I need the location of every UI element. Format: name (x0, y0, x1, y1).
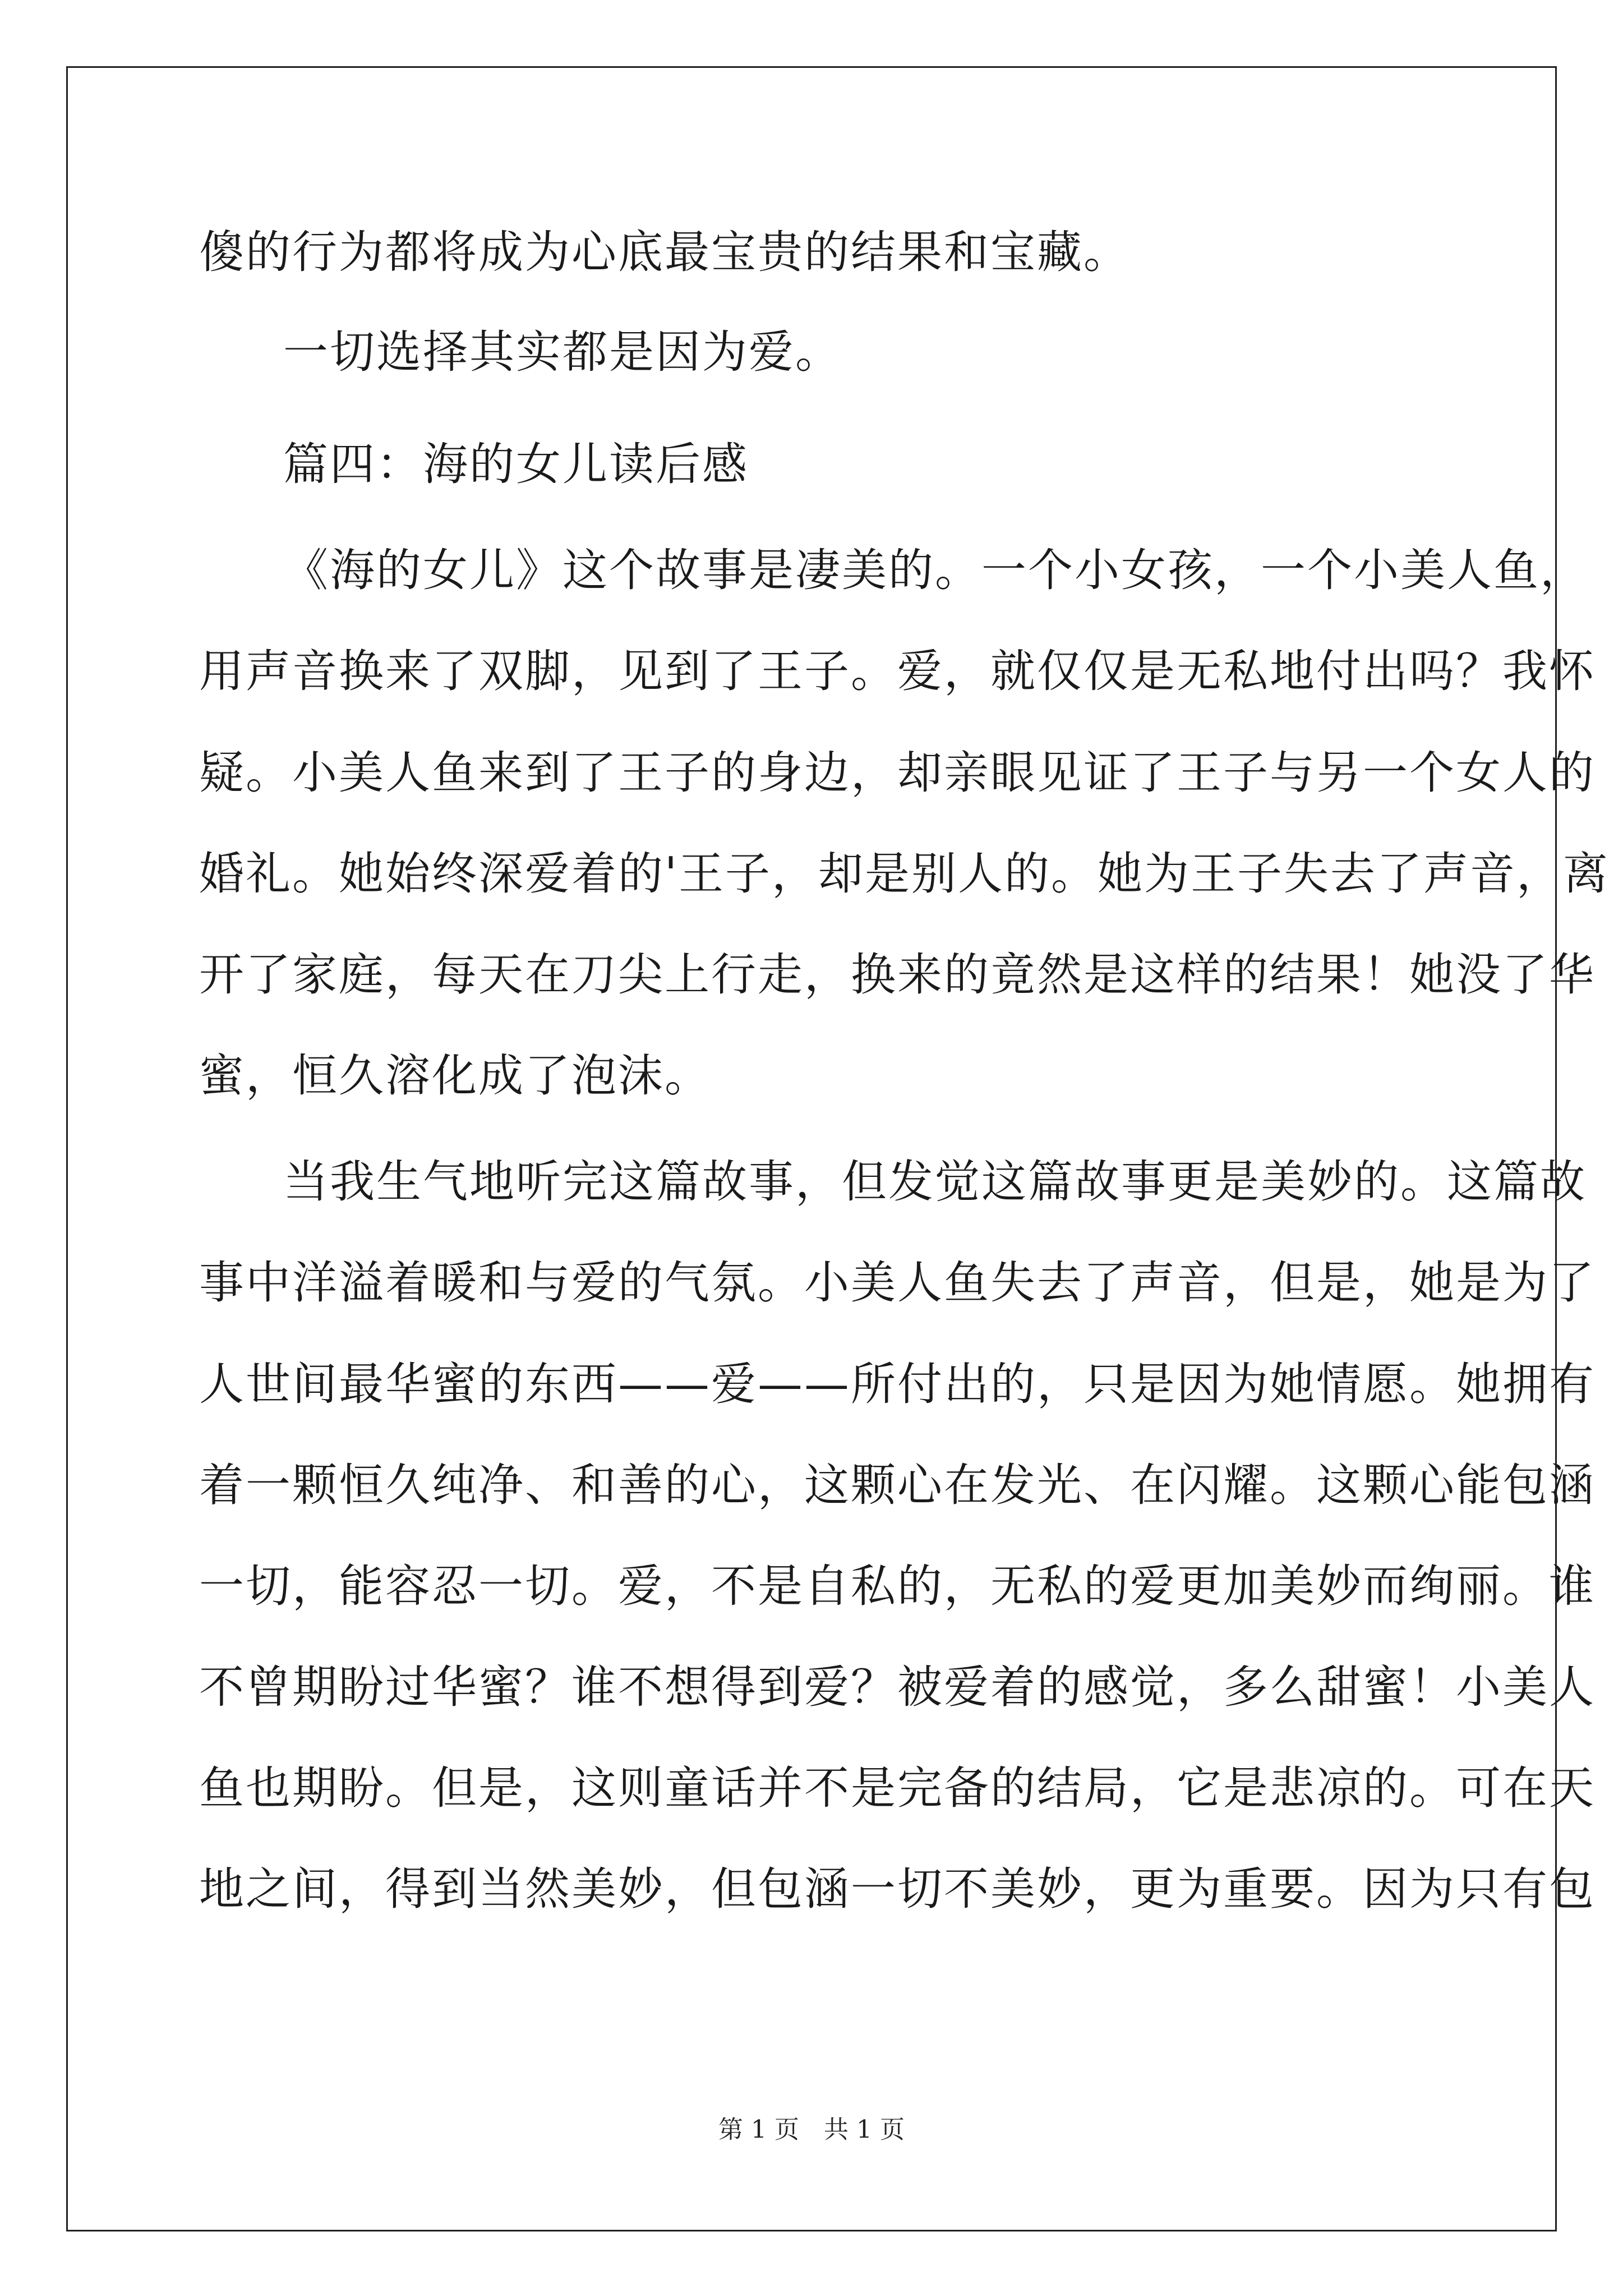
text-line: 用声音换来了双脚，见到了王子。爱，就仅仅是无私地付出吗？我怀 (199, 645, 1596, 697)
text-line: 地之间，得到当然美妙，但包涵一切不美妙，更为重要。因为只有包 (199, 1863, 1596, 1915)
text-line: 《海的女儿》这个故事是凄美的。一个小女孩，一个小美人鱼， (283, 544, 1587, 596)
text-line: 婚礼。她始终深爱着的'王子，却是别人的。她为王子失去了声音，离 (199, 848, 1610, 900)
text-line: 疑。小美人鱼来到了王子的身边，却亲眼见证了王子与另一个女人的 (199, 747, 1596, 799)
text-line: 一切选择其实都是因为爱。 (283, 326, 842, 378)
text-line: 一切，能容忍一切。爱，不是自私的，无私的爱更加美妙而绚丽。谁 (199, 1560, 1596, 1612)
text-line: 开了家庭，每天在刀尖上行走，换来的竟然是这样的结果！她没了华 (199, 949, 1596, 1001)
text-line: 事中洋溢着暖和与爱的气氛。小美人鱼失去了声音，但是，她是为了 (199, 1257, 1596, 1309)
text-line: 鱼也期盼。但是，这则童话并不是完备的结局，它是悲凉的。可在天 (199, 1762, 1596, 1814)
text-line: 不曾期盼过华蜜？谁不想得到爱？被爱着的感觉，多么甜蜜！小美人 (199, 1661, 1596, 1713)
text-line: 蜜，恒久溶化成了泡沫。 (199, 1050, 711, 1102)
text-line: 当我生气地听完这篇故事，但发觉这篇故事更是美妙的。这篇故 (283, 1156, 1587, 1208)
page-footer: 第 1 页 共 1 页 (718, 2115, 905, 2144)
section-heading: 篇四：海的女儿读后感 (283, 438, 749, 490)
text-line: 人世间最华蜜的东西——爱——所付出的，只是因为她情愿。她拥有 (199, 1358, 1596, 1410)
text-line: 傻的行为都将成为心底最宝贵的结果和宝藏。 (199, 226, 1130, 278)
text-line: 着一颗恒久纯净、和善的心，这颗心在发光、在闪耀。这颗心能包涵 (199, 1459, 1596, 1511)
